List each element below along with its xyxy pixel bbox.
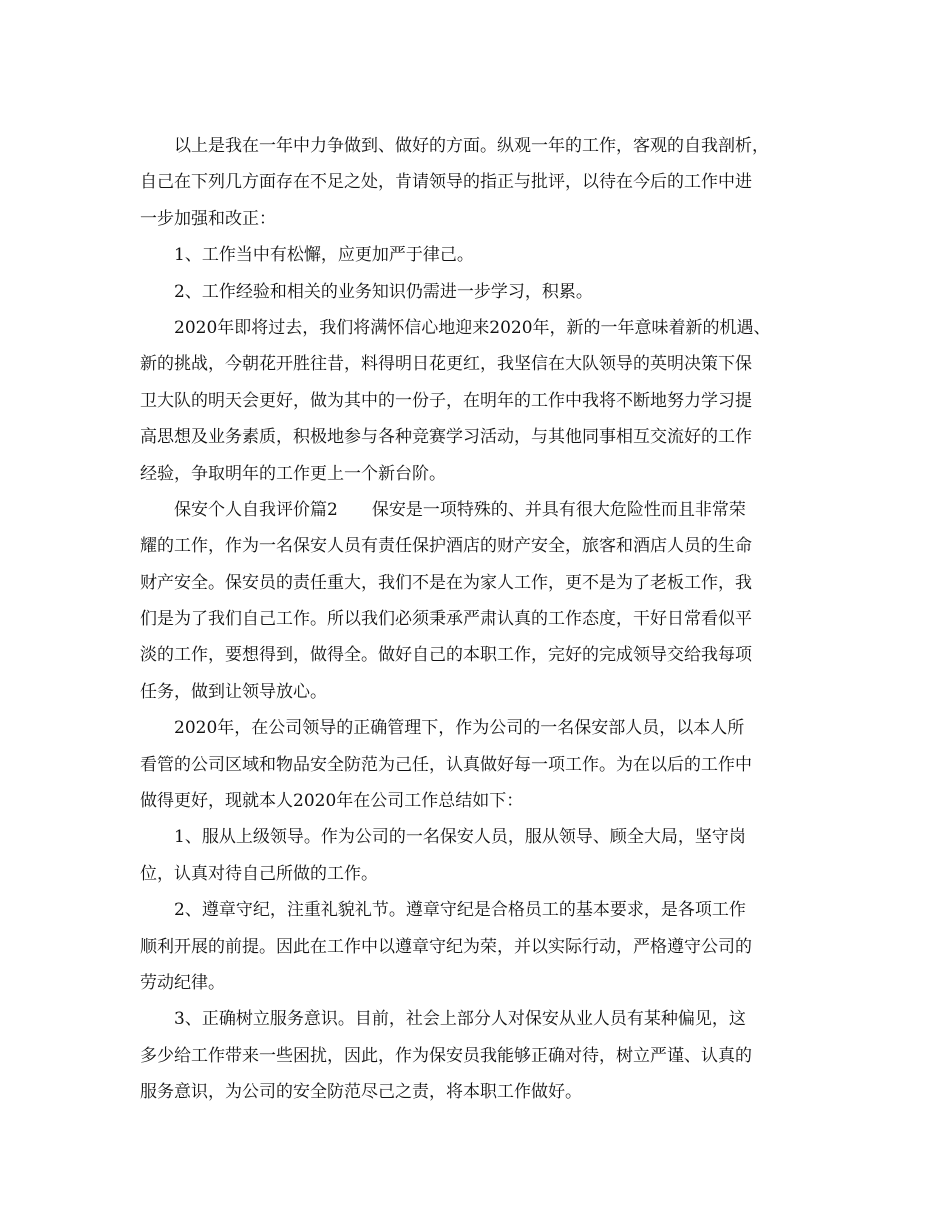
list-item-continuation: 服务意识，为公司的安全防范尽己之责，将本职工作做好。 xyxy=(140,1082,582,1103)
list-item: 3、正确树立服务意识。目前，社会上部分人对保安从业人员有某种偏见，这 xyxy=(174,1009,746,1030)
paragraph-line: 2020年，在公司领导的正确管理下，作为公司的一名保安部人员，以本人所 xyxy=(174,718,745,739)
list-item-continuation: 顺利开展的前提。因此在工作中以遵章守纪为荣，并以实际行动，严格遵守公司的 xyxy=(140,936,752,957)
paragraph-line: 自己在下列几方面存在不足之处，肯请领导的指正与批评，以待在今后的工作中进 xyxy=(140,172,752,193)
paragraph-line: 财产安全。保安员的责任重大，我们不是在为家人工作，更不是为了老板工作，我 xyxy=(140,572,752,593)
paragraph-line: 做得更好，现就本人2020年在公司工作总结如下： xyxy=(140,791,524,812)
paragraph-line: 高思想及业务素质，积极地参与各种竞赛学习活动，与其他同事相互交流好的工作 xyxy=(140,427,752,448)
paragraph-line: 看管的公司区域和物品安全防范为己任，认真做好每一项工作。为在以后的工作中 xyxy=(140,754,752,775)
list-item-continuation: 多少给工作带来一些困扰，因此，作为保安员我能够正确对待，树立严谨、认真的 xyxy=(140,1045,752,1066)
paragraph-line: 们是为了我们自己工作。所以我们必须秉承严肃认真的工作态度，干好日常看似平 xyxy=(140,609,752,630)
list-item-continuation: 位，认真对待自己所做的工作。 xyxy=(140,863,378,884)
paragraph-line: 卫大队的明天会更好，做为其中的一份子，在明年的工作中我将不断地努力学习提 xyxy=(140,390,752,411)
paragraph-line: 任务，做到让领导放心。 xyxy=(140,681,327,702)
paragraph-line: 一步加强和改正： xyxy=(140,208,276,229)
list-item: 2、工作经验和相关的业务知识仍需进一步学习，积累。 xyxy=(174,281,593,302)
paragraph-line: 2020年即将过去，我们将满怀信心地迎来2020年，新的一年意味着新的机遇、 xyxy=(174,317,771,338)
list-item: 1、工作当中有松懈，应更加严于律己。 xyxy=(174,245,474,266)
paragraph-line: 新的挑战，今朝花开胜往昔，料得明日花更红，我坚信在大队领导的英明决策下保 xyxy=(140,354,752,375)
list-item: 1、服从上级领导。作为公司的一名保安人员，服从领导、顾全大局，坚守岗 xyxy=(174,827,746,848)
list-item-continuation: 劳动纪律。 xyxy=(140,972,225,993)
list-item: 2、遵章守纪，注重礼貌礼节。遵章守纪是合格员工的基本要求，是各项工作 xyxy=(174,900,746,921)
paragraph-line: 淡的工作，要想得到，做得全。做好自己的本职工作，完好的完成领导交给我每项 xyxy=(140,645,752,666)
paragraph-line: 经验，争取明年的工作更上一个新台阶。 xyxy=(140,463,446,484)
paragraph-line: 耀的工作，作为一名保安人员有责任保护酒店的财产安全，旅客和酒店人员的生命 xyxy=(140,536,752,557)
section-heading-line: 保安个人自我评价篇2 保安是一项特殊的、并具有很大危险性而且非常荣 xyxy=(174,499,746,520)
document-body xyxy=(140,128,812,1111)
paragraph-line: 以上是我在一年中力争做到、做好的方面。纵观一年的工作，客观的自我剖析， xyxy=(174,136,769,156)
